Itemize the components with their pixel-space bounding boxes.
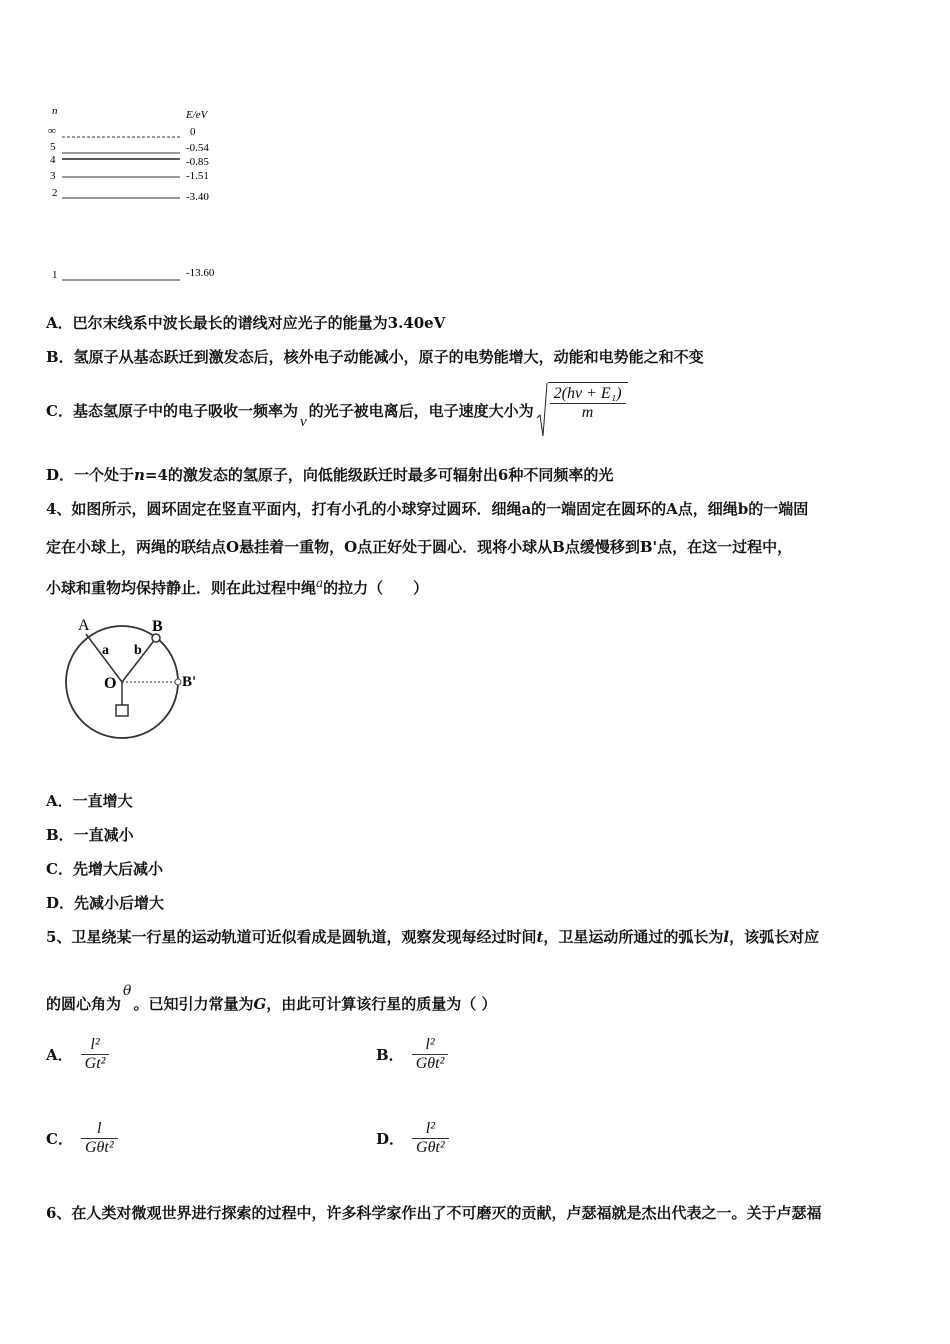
level-n-5: 5 — [50, 141, 56, 153]
q4-line-2: 定在小球上，两绳的联结点O悬挂着一重物，O点正好处于圆心．现将小球从B点缓慢移到B'点，在这一过程中， — [46, 538, 793, 556]
q5-option-d: D． $\frac{\text{l²}}{\text{Gθt²}}$ — [376, 1120, 449, 1157]
level-e-4: -0.85 — [186, 156, 209, 168]
level-e-inf: 0 — [190, 126, 196, 138]
q5-option-b: B． $\frac{\text{l²}}{\text{Gθt²}}$ — [376, 1036, 448, 1073]
level-e-1: -13.60 — [186, 267, 215, 279]
sqrt-sign-icon — [536, 382, 548, 438]
weight-box — [116, 705, 128, 716]
n-axis-label: n — [52, 105, 58, 117]
e-axis-label: E/eV — [186, 109, 208, 121]
q5-option-c: C． $\frac{l}{\text{Gθt²}}$ — [46, 1120, 118, 1157]
sqrt-numerator: 2(hν + E₁) — [553, 385, 622, 402]
level-n-1: 1 — [52, 269, 58, 281]
level-n-4: 4 — [50, 154, 56, 166]
q6-line-1: 6、在人类对微观世界进行探索的过程中，许多科学家作出了不可磨灭的贡献，卢瑟福就是杰出代表之一。关于卢瑟福 — [46, 1204, 822, 1222]
label-rope-a: a — [102, 643, 109, 658]
ball-b-prime — [175, 679, 181, 685]
q4-option-a: A．一直增大 — [46, 792, 133, 810]
q3-option-c-pre: C．基态氢原子中的电子吸收一频率为 — [46, 401, 298, 420]
label-b-point: B — [152, 618, 163, 635]
q3-option-c — [46, 380, 628, 440]
q4-line-3: 小球和重物均保持静止．则在此过程中绳$^a$的拉力（ ） — [46, 576, 429, 597]
level-e-2: -3.40 — [186, 191, 209, 203]
energy-level-diagram — [40, 100, 240, 290]
level-n-3: 3 — [50, 170, 56, 182]
q5-line-1: 5、卫星绕某一行星的运动轨道可近似看成是圆轨道，观察发现每经过时间t，卫星运动所通过的弧长为l，该弧长对应 — [46, 928, 820, 946]
nu-symbol: ν — [299, 413, 307, 430]
label-rope-b: b — [134, 643, 142, 658]
sqrt-formula — [536, 382, 628, 438]
label-a-point: A — [78, 617, 90, 634]
q3-option-b: B．氢原子从基态跃迁到激发态后，核外电子动能减小，原子的电势能增大，动能和电势能之和不变 — [46, 348, 704, 366]
q4-option-c: C．先增大后减小 — [46, 860, 163, 878]
q5-line-2: 的圆心角为$^\theta$。已知引力常量为G，由此可计算该行星的质量为（ ） — [46, 983, 497, 1013]
ball-b — [152, 634, 160, 642]
sqrt-denominator: m — [550, 403, 626, 422]
label-o: O — [104, 675, 117, 692]
ring-diagram — [62, 612, 212, 742]
q3-option-c-mid: 的光子被电离后，电子速度大小为 — [308, 401, 534, 420]
label-b-prime: B' — [182, 674, 197, 690]
q5-option-a: A． $\frac{\text{l²}}{\text{Gt²}}$ — [46, 1036, 109, 1073]
level-e-5: -0.54 — [186, 142, 209, 154]
q4-line-1: 4、如图所示，圆环固定在竖直平面内，打有小孔的小球穿过圆环．细绳a的一端固定在圆环的A点，细绳b的一端固 — [46, 500, 809, 518]
level-n-inf: ∞ — [48, 125, 56, 137]
q3-option-a: A．巴尔末线系中波长最长的谱线对应光子的能量为3.40eV — [46, 314, 446, 332]
q3-option-d: D．一个处于n=4的激发态的氢原子，向低能级跃迁时最多可辐射出6种不同频率的光 — [46, 466, 614, 484]
level-e-3: -1.51 — [186, 170, 209, 182]
level-n-2: 2 — [52, 187, 58, 199]
q4-option-d: D．先减小后增大 — [46, 894, 165, 912]
q4-option-b: B．一直减小 — [46, 826, 134, 844]
